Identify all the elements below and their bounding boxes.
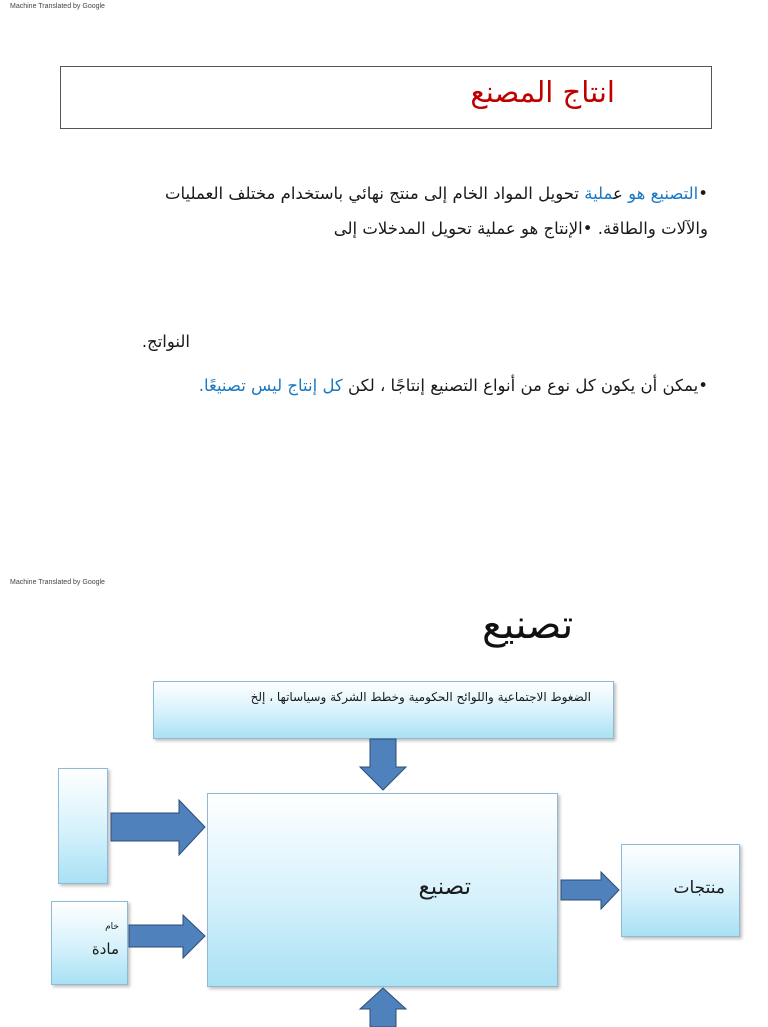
external-factors-box <box>153 681 614 739</box>
external-factors-label: الضغوط الاجتماعية واللوائح الحكومية وخطط الشركة وسياساتها ، إلخ <box>250 690 591 704</box>
raw-material-box <box>51 901 128 985</box>
paragraph-definition <box>68 176 708 246</box>
right-arrow-icon <box>111 799 207 857</box>
raw-material-label-line1: خام <box>105 922 119 932</box>
right-arrow-icon <box>561 871 621 911</box>
slide-title: انتاج المصنع <box>470 75 615 109</box>
paragraph-line-1: •التصنيع هو عملية تحويل المواد الخام إلى منتج نهائي باستخدام مختلف العمليات <box>165 184 708 203</box>
products-label: منتجات <box>673 878 725 898</box>
paragraph-manufacturing-vs-production: •يمكن أن يكون كل نوع من أنواع التصنيع إنتاجًا ، لكن كل إنتاج ليس تصنيعًا. <box>198 376 708 395</box>
machine-translation-notice-mid: Machine Translated by Google <box>10 579 105 586</box>
manufacturing-process-label: تصنيع <box>418 874 471 900</box>
machine-translation-notice-top: Machine Translated by Google <box>10 3 105 10</box>
slide-title-box <box>60 66 712 129</box>
paragraph-line-2: والآلات والطاقة. •الإنتاج هو عملية تحويل المدخلات إلى <box>333 219 708 238</box>
input-box-empty <box>58 768 108 884</box>
right-arrow-icon <box>129 914 207 960</box>
manufacturing-process-box <box>207 793 558 987</box>
paragraph-outputs: النواتج. <box>141 332 190 351</box>
diagram-title: تصنيع <box>482 602 574 648</box>
products-box <box>621 844 740 937</box>
down-arrow-icon <box>358 739 408 791</box>
up-arrow-icon <box>358 987 408 1027</box>
raw-material-label-line2: مادة <box>91 940 119 958</box>
